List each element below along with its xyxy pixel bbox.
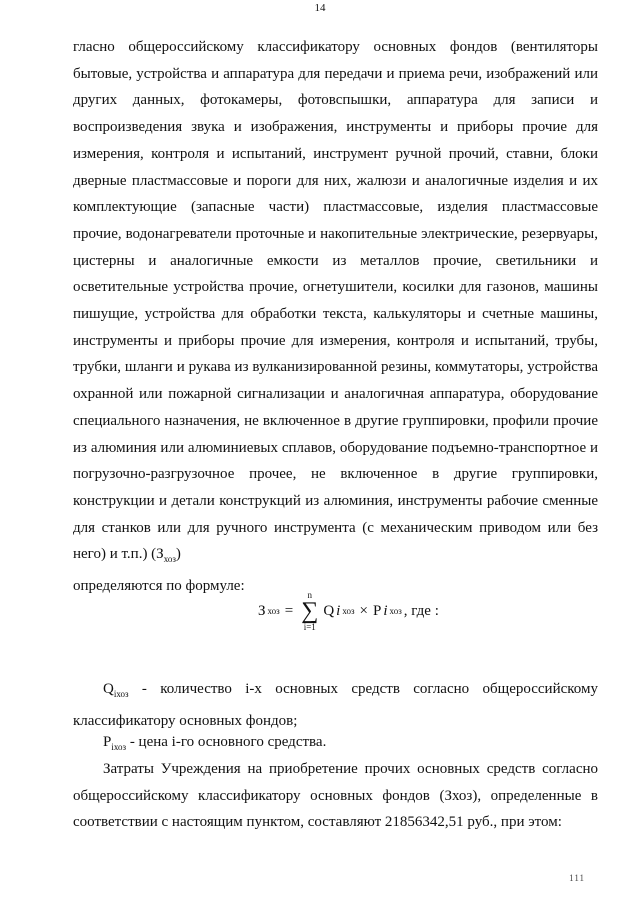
sum-lower-limit: i=1 [303,622,316,632]
def-p-symbol: P [103,734,112,750]
formula-p-sub: хоз [389,606,402,616]
formula-tail: , где : [403,602,439,619]
formula-p-index: i [383,602,388,619]
para1-text: гласно общероссийскому классификатору основных фондов (вентиляторы бытовые, устройства и аппаратура для передачи и приема речи, изображений или других данных, фотокамеры, фотовспышки, аппаратура для записи и воспроизведения звука и изображения, инструменты и приборы прочие для измерения, контроля и испытаний, инструмент ручной прочий, ставни, блоки дверные пластмассовые и пороги для них, жалюзи и аналогичные изделия и их комплектующие (запасные части) пластмассовые, изделия пластмассовые прочие, водонагреватели проточные и накопительные электрические, резервуары, цистерны и аналогичные емкости из металлов прочие, светильники и осветительные устройства прочие, огнетушители, косилки для газонов, машины пишущие, устройства для обработки текста, калькуляторы и счетные машины, инструменты и приборы прочие для измерения, контроля и испытаний, трубы, трубки, шланги и рукава из вулканизированной резины, коммутаторы, устройства охранной или пожарной сигнализации и аналогичная аппаратура, оборудование специального назначения, не включенное в другие группировки, профили прочие из алюминия или алюминиевых сплавов, оборудование подъемно-транспортное и погрузочно-разгрузочное прочее, не включенное в другие группировки, конструкции и детали конструкций из алюминия, инструменты рабочие сменные для станков или для ручного инструмента (с механическим приводом или без него) и т.п.) (З [73,39,598,563]
sum-symbol [301,590,318,632]
formula-equals: = [284,602,294,619]
formula-lhs: З [258,602,266,619]
para1-last-line: определяются по формуле: [73,578,245,595]
summary-paragraph: Затраты Учреждения на приобретение прочих основных средств согласно общероссийскому классификатору основных фондов (Зхоз), определенные в соответствии с настоящим пунктом, составляют 21856342,51 руб., при этом: [73,761,598,831]
sigma-icon: ∑ [301,598,319,624]
formula-p: P [373,602,382,619]
def-p-sub: iхоз [111,742,127,752]
para1-close: ) [175,546,181,563]
formula [258,590,439,632]
formula-q-sub: хоз [342,606,355,616]
formula-q-index: i [336,602,341,619]
body-paragraph-list [73,34,598,595]
def-q-sub: iхоз [113,689,129,699]
formula-times: × [359,602,369,619]
page-number: 14 [314,2,326,14]
formula-lhs-sub: хоз [267,606,280,616]
def-q-text: - количество i-х основных средств согласно общероссийскому классификатору основных фондов; [73,681,598,729]
def-p-text: - цена i-го основного средства. [126,734,327,750]
formula-q: Q [323,602,335,619]
sum-upper-limit: n [307,590,312,600]
corner-mark: 111 [569,873,585,883]
def-q-symbol: Q [103,681,114,697]
para1-subscript: хоз [163,554,176,565]
definition-q [73,676,598,734]
